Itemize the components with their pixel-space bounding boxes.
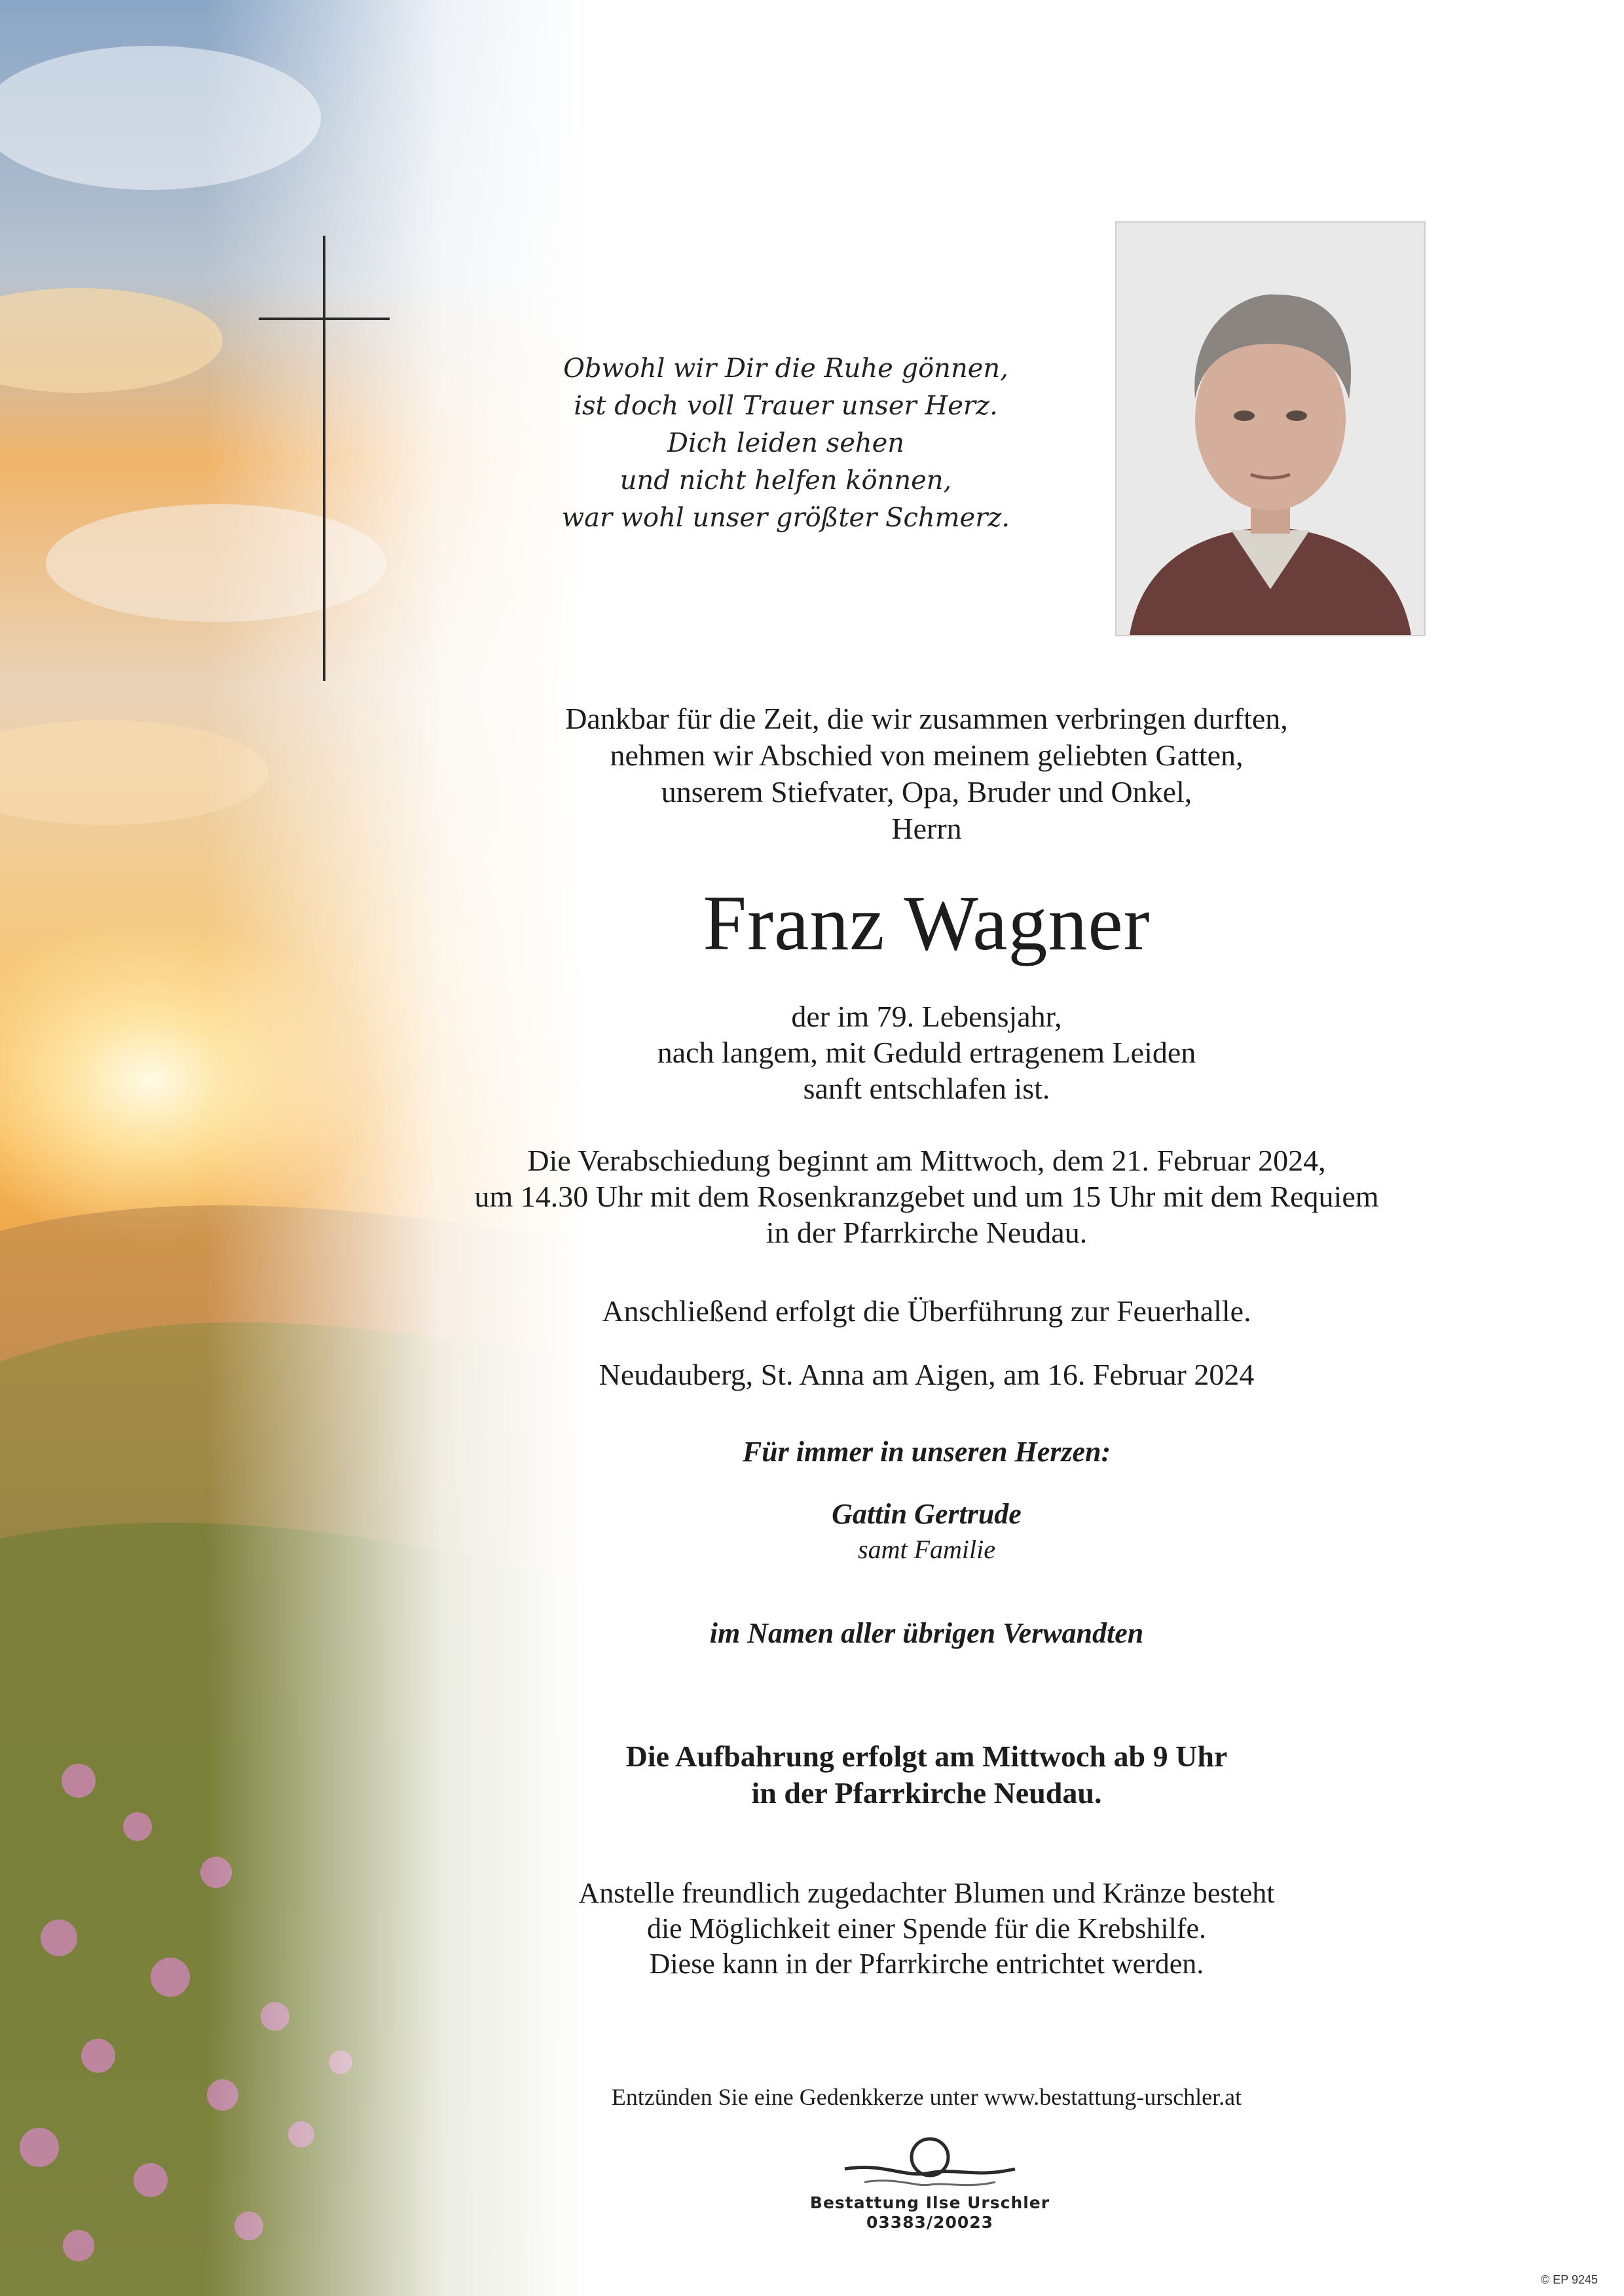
- ceremony-line: Die Verabschiedung beginnt am Mittwoch, dem 21. Februar 2024,: [527, 1144, 1326, 1177]
- ceremony-details: [314, 1142, 1539, 1250]
- funeral-home-name: Bestattung Ilse Urschler: [809, 2193, 1050, 2212]
- wake-line: in der Pfarrkirche Neudau.: [751, 1776, 1102, 1810]
- memorial-poem: [458, 350, 1113, 537]
- donation-note: [314, 1876, 1539, 1982]
- poem-line: Dich leiden sehen: [667, 428, 905, 458]
- poem-line: und nicht helfen können,: [619, 465, 952, 496]
- intro-text: [314, 701, 1539, 847]
- portrait-photo: [1116, 223, 1424, 635]
- mourners-heading: Für immer in unseren Herzen:: [742, 1436, 1111, 1468]
- funeral-home-phone: 03383/20023: [866, 2213, 994, 2232]
- intro-line: nehmen wir Abschied von meinem geliebten Gatten,: [610, 738, 1244, 772]
- donation-line: Diese kann in der Pfarrkirche entrichtet werden.: [649, 1948, 1204, 1980]
- poem-line: war wohl unser größter Schmerz.: [561, 503, 1010, 533]
- age-line: der im 79. Lebensjahr,: [791, 1000, 1062, 1033]
- poem-line: Obwohl wir Dir die Ruhe gönnen,: [563, 354, 1008, 384]
- mourner-spouse: Gattin Gertrude: [832, 1498, 1022, 1530]
- wake-details: [314, 1738, 1539, 1812]
- mourner-family: samt Familie: [858, 1535, 995, 1564]
- age-line: nach langem, mit Geduld ertragenem Leiden: [657, 1036, 1196, 1069]
- intro-line: Herrn: [891, 812, 962, 845]
- age-text: [314, 998, 1539, 1106]
- deceased-name: Franz Wagner: [703, 879, 1151, 966]
- person-silhouette-icon: [1116, 223, 1424, 635]
- mourner-relatives: im Namen aller übrigen Verwandten: [709, 1617, 1144, 1649]
- ceremony-line: in der Pfarrkirche Neudau.: [766, 1216, 1088, 1249]
- ceremony-line: um 14.30 Uhr mit dem Rosenkranzgebet und um 15 Uhr mit dem Requiem: [474, 1180, 1379, 1213]
- donation-line: Anstelle freundlich zugedachter Blumen und Kränze besteht: [578, 1877, 1275, 1909]
- poem-line: ist doch voll Trauer unser Herz.: [574, 391, 998, 421]
- donation-line: die Möglichkeit einer Spende für die Krebshilfe.: [646, 1912, 1207, 1944]
- cross-icon: [259, 236, 390, 681]
- age-line: sanft entschlafen ist.: [803, 1072, 1050, 1105]
- form-code: © EP 9245: [1541, 2273, 1598, 2286]
- wake-line: Die Aufbahrung erfolgt am Mittwoch ab 9 Uhr: [625, 1740, 1228, 1773]
- intro-line: Dankbar für die Zeit, die wir zusammen verbringen durften,: [565, 702, 1288, 735]
- intro-line: unserem Stiefvater, Opa, Bruder und Onkel,: [661, 775, 1192, 809]
- funeral-home-logo: [733, 2131, 1126, 2232]
- transfer-note: Anschließend erfolgt die Überführung zur Feuerhalle.: [602, 1294, 1251, 1328]
- candle-note: Entzünden Sie eine Gedenkkerze unter www.bestattung-urschler.at: [611, 2084, 1242, 2110]
- place-date: Neudauberg, St. Anna am Aigen, am 16. Februar 2024: [599, 1358, 1255, 1391]
- funeral-home-logo-icon: [838, 2131, 1022, 2193]
